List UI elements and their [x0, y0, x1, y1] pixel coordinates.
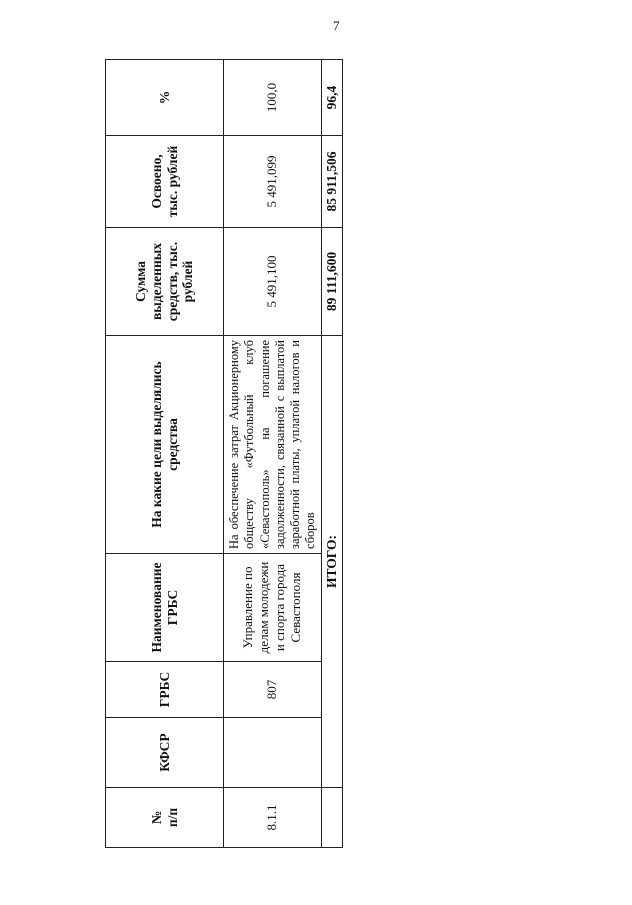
cell-kfsr — [224, 718, 322, 788]
total-percent: 96,4 — [321, 60, 342, 136]
total-allocated: 89 111,600 — [321, 228, 342, 336]
page-number: 7 — [333, 18, 340, 33]
header-row — [106, 60, 224, 848]
cell-percent: 100,0 — [224, 60, 322, 136]
header-percent: % — [106, 60, 224, 136]
cell-num: 8.1.1 — [224, 788, 322, 848]
header-num: № п/п — [106, 788, 224, 848]
cell-purpose: На обеспечение затрат Акционерному обществу «Футбольный клуб «Севастополь» на погашение задолженности, связанной с выплатой заработной платы, уплатой налогов и сборов — [224, 336, 322, 554]
header-grbs: ГРБС — [106, 662, 224, 718]
total-empty-1 — [321, 788, 342, 848]
cell-name: Управление по делам молодежи и спорта города Севастополя — [224, 554, 322, 662]
cell-allocated: 5 491,100 — [224, 228, 322, 336]
header-name: Наименование ГРБС — [106, 554, 224, 662]
cell-spent: 5 491,099 — [224, 136, 322, 228]
header-allocated: Сумма выделенных средств, тыс. рублей — [106, 228, 224, 336]
table-row — [224, 60, 322, 848]
header-kfsr: КФСР — [106, 718, 224, 788]
total-label: ИТОГО: — [321, 336, 342, 788]
cell-grbs: 807 — [224, 662, 322, 718]
total-spent: 85 911,506 — [321, 136, 342, 228]
total-row — [321, 60, 342, 848]
funds-table — [105, 59, 343, 848]
header-spent: Освоено, тыс. рублей — [106, 136, 224, 228]
rotated-table-wrapper — [105, 60, 339, 848]
header-purpose: На какие цели выделялись средства — [106, 336, 224, 554]
